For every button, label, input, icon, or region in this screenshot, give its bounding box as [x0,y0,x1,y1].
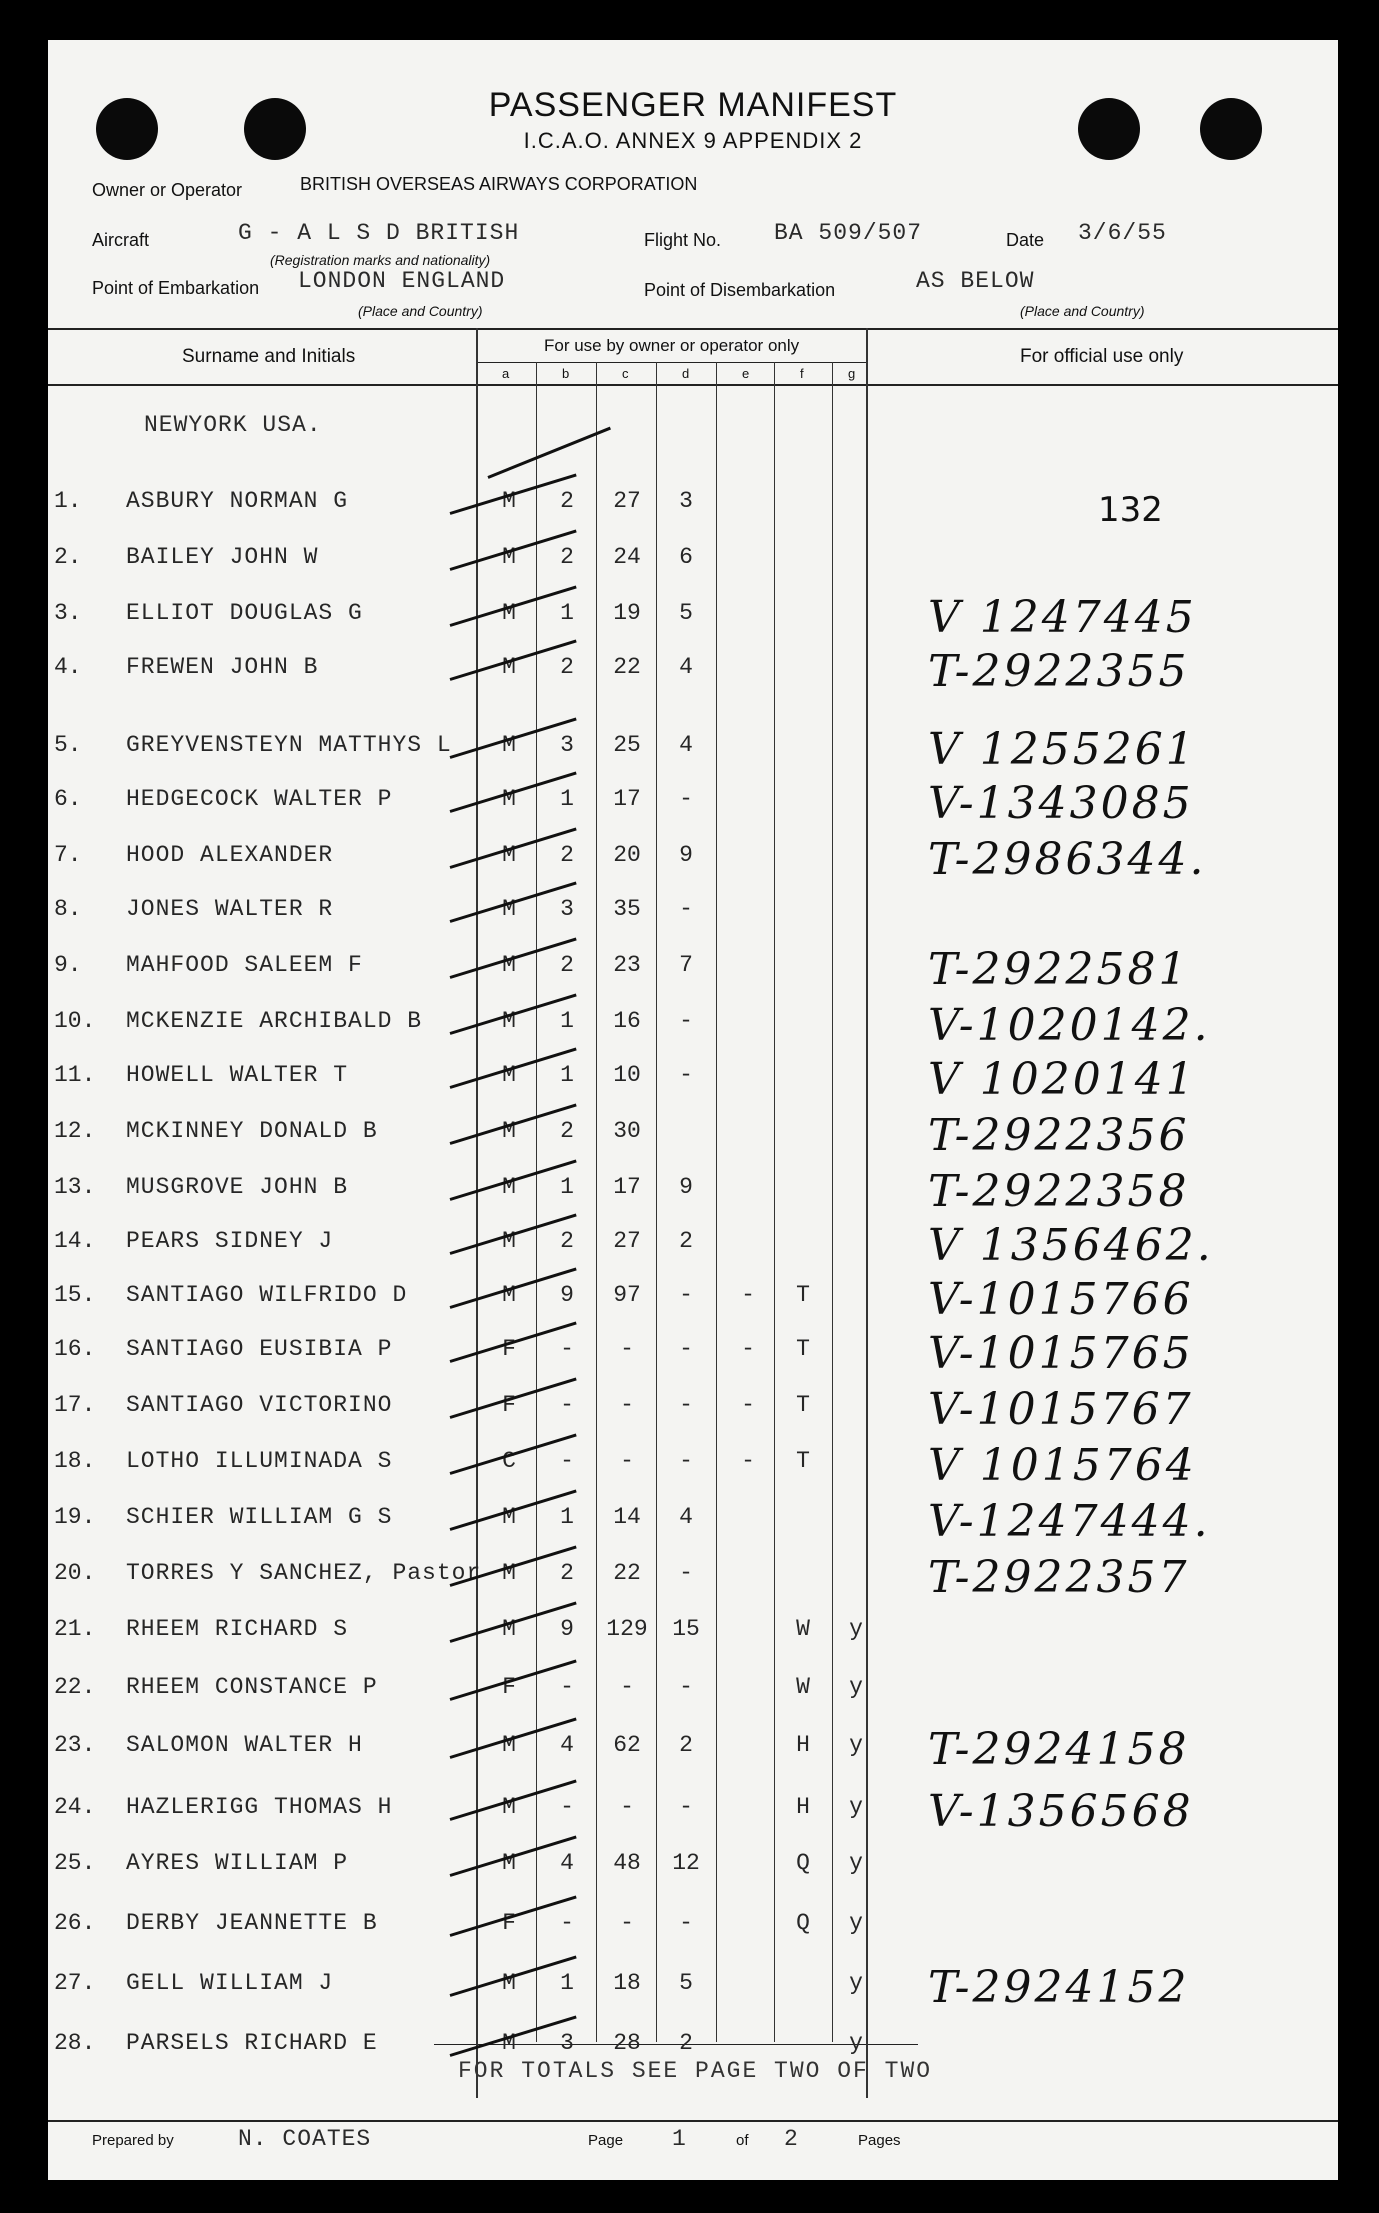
col-letter-e: e [742,366,750,381]
col-c-value: 24 [613,544,641,570]
disembarkation-label: Point of Disembarkation [644,280,836,300]
table-row [48,1328,1338,1379]
col-d-value: 4 [679,654,693,680]
registration-note: (Registration marks and nationality) [270,252,491,268]
table-row [48,1384,1338,1435]
col-c-value: 14 [613,1504,641,1530]
col-a-value: M [502,1008,516,1034]
col-a-value: M [502,1794,516,1820]
official-number: T-2924158 [928,1724,1190,1775]
official-number: V-1343085 [928,778,1194,829]
col-c-value: 25 [613,732,641,758]
official-number: T-2922581 [928,944,1190,995]
col-b-value: - [560,1794,574,1820]
table-row [48,1910,1338,1950]
row-number: 26. [54,1910,96,1936]
col-c-value: - [620,1674,634,1700]
col-d-value: 12 [672,1850,700,1876]
official-number: V-1356568 [928,1786,1194,1837]
col-a-value: M [502,786,516,812]
page-title: PASSENGER MANIFEST [488,86,898,124]
col-f-value: W [796,1616,810,1642]
prepared-by-label: Prepared by [92,2132,174,2149]
col-a-value: F [502,1336,516,1362]
passenger-name: RHEEM CONSTANCE P [126,1674,378,1700]
col-a-value: M [502,1118,516,1144]
col-d-value: 4 [679,732,693,758]
passenger-name: JONES WALTER R [126,896,334,922]
col-g-value: y [849,2030,863,2056]
official-number: T-2922357 [928,1552,1190,1603]
col-a-value: M [502,1970,516,1996]
row-number: 9. [54,952,82,978]
header-rule [48,328,1338,330]
aircraft-label: Aircraft [92,230,150,250]
col-d-value: - [679,1392,693,1418]
table-row [48,944,1338,995]
page-value: 1 [672,2126,687,2152]
col-d-value: - [679,1674,693,1700]
col-c-value: 23 [613,952,641,978]
col-c-value: 30 [613,1118,641,1144]
col-c-value: 17 [613,1174,641,1200]
footer-rule [48,2120,1338,2122]
row-number: 6. [54,786,82,812]
official-number: V 1015764 [928,1440,1197,1491]
table-row [48,646,1338,697]
row-number: 15. [54,1282,96,1308]
official-number: V 1247445 [928,592,1197,643]
official-number: V 1255261 [928,724,1197,775]
col-b-value: 2 [560,1560,574,1586]
row-number: 14. [54,1228,96,1254]
row-number: 10. [54,1008,96,1034]
col-g-value: y [849,1850,863,1876]
destination-label: NEWYORK USA. [144,412,322,438]
official-number: V 1020141 [928,1054,1197,1105]
col-c-value: 20 [613,842,641,868]
passenger-name: ASBURY NORMAN G [126,488,349,514]
col-c-value: - [620,1336,634,1362]
col-c-value: 22 [613,654,641,680]
col-f-value: H [796,1794,810,1820]
row-number: 2. [54,544,82,570]
date-label: Date [1006,230,1045,250]
destination-strike [487,427,611,479]
col-c-value: - [620,1448,634,1474]
official-column-header: For official use only [1020,346,1184,367]
col-b-value: 2 [560,1118,574,1144]
row-number: 3. [54,600,82,626]
col-a-value: M [502,1062,516,1088]
col-b-value: 1 [560,786,574,812]
row-number: 22. [54,1674,96,1700]
flight-label: Flight No. [644,230,722,250]
col-a-value: F [502,1392,516,1418]
row-number: 4. [54,654,82,680]
col-b-value: 2 [560,842,574,868]
row-number: 28. [54,2030,96,2056]
official-number: T-2924152 [928,1962,1190,2013]
official-number: V-1015765 [928,1328,1194,1379]
col-f-value: T [796,1336,810,1362]
row-number: 7. [54,842,82,868]
col-g-value: y [849,1732,863,1758]
passenger-name: MCKENZIE ARCHIBALD B [126,1008,423,1034]
row-number: 5. [54,732,82,758]
col-d-value: - [679,1336,693,1362]
disembarkation-note: (Place and Country) [1020,303,1145,319]
col-a-value: M [502,654,516,680]
official-number: V 1356462. [928,1220,1214,1271]
passenger-name: MCKINNEY DONALD B [126,1118,378,1144]
aircraft-value: G - A L S D BRITISH [238,220,520,246]
owner-value: BRITISH OVERSEAS AIRWAYS CORPORATION [300,174,698,194]
of-value: 2 [784,2126,799,2152]
totals-note: FOR TOTALS SEE PAGE TWO OF TWO [458,2058,933,2084]
col-f-value: W [796,1674,810,1700]
owner-label: Owner or Operator [92,180,243,200]
col-c-value: 97 [613,1282,641,1308]
official-number: V-1015767 [928,1384,1194,1435]
col-d-value: - [679,1448,693,1474]
col-b-value: - [560,1674,574,1700]
table-row [48,1440,1338,1491]
col-d-value: 2 [679,1732,693,1758]
row-number: 19. [54,1504,96,1530]
col-d-value: - [679,1794,693,1820]
col-d-value: - [679,786,693,812]
table-row [48,1166,1338,1217]
col-a-value: M [502,842,516,868]
table-row [48,1110,1338,1161]
col-a-value: M [502,488,516,514]
col-d-value: 3 [679,488,693,514]
passenger-name: SANTIAGO EUSIBIA P [126,1336,393,1362]
table-row [48,1220,1338,1271]
col-b-value: 1 [560,1970,574,1996]
passenger-name: DERBY JEANNETTE B [126,1910,378,1936]
col-c-value: - [620,1794,634,1820]
col-g-value: y [849,1616,863,1642]
col-a-value: M [502,1504,516,1530]
col-f-value: T [796,1282,810,1308]
passenger-name: TORRES Y SANCHEZ, Pastor [126,1560,482,1586]
col-b-value: 9 [560,1616,574,1642]
col-letter-g: g [848,366,856,381]
col-b-value: 1 [560,1062,574,1088]
table-row [48,1724,1338,1775]
official-number: T-2922355 [928,646,1190,697]
col-d-value: 5 [679,600,693,626]
passenger-count: 132 [1098,490,1163,530]
col-d-value: - [679,1282,693,1308]
official-number: T-2986344. [928,834,1207,885]
table-row [48,544,1338,584]
col-b-value: 1 [560,1174,574,1200]
col-a-value: M [502,952,516,978]
col-c-value: 28 [613,2030,641,2056]
col-a-value: C [502,1448,516,1474]
col-c-value: 35 [613,896,641,922]
col-f-value: Q [796,1850,810,1876]
col-b-value: 4 [560,1850,574,1876]
col-a-value: M [502,600,516,626]
row-number: 11. [54,1062,96,1088]
col-f-value: T [796,1448,810,1474]
col-b-value: 1 [560,1504,574,1530]
col-b-value: - [560,1336,574,1362]
col-b-value: 2 [560,1228,574,1254]
of-label: of [736,2132,749,2149]
passenger-name: HEDGECOCK WALTER P [126,786,393,812]
col-d-value: 9 [679,842,693,868]
row-number: 17. [54,1392,96,1418]
col-d-value: 7 [679,952,693,978]
embarkation-value: LONDON ENGLAND [298,268,506,294]
col-d-value: 15 [672,1616,700,1642]
col-f-value: H [796,1732,810,1758]
col-g-value: y [849,1794,863,1820]
col-letter-a: a [502,366,510,381]
passenger-name: AYRES WILLIAM P [126,1850,349,1876]
col-a-value: F [502,1910,516,1936]
passenger-name: BAILEY JOHN W [126,544,319,570]
official-number: V-1015766 [928,1274,1194,1325]
surname-column-header: Surname and Initials [182,346,356,367]
col-d-value: - [679,1008,693,1034]
row-number: 27. [54,1970,96,1996]
col-c-value: 10 [613,1062,641,1088]
col-b-value: 4 [560,1732,574,1758]
passenger-name: GELL WILLIAM J [126,1970,334,1996]
page-label: Page [588,2132,624,2149]
col-g-value: y [849,1970,863,1996]
table-row [48,1850,1338,1890]
passenger-name: SCHIER WILLIAM G S [126,1504,393,1530]
col-b-value: 9 [560,1282,574,1308]
passenger-name: PARSELS RICHARD E [126,2030,378,2056]
row-number: 23. [54,1732,96,1758]
col-b-value: 1 [560,600,574,626]
table-row [48,834,1338,885]
col-b-value: 3 [560,732,574,758]
col-b-value: 3 [560,2030,574,2056]
col-letter-b: b [562,366,570,381]
col-c-value: 18 [613,1970,641,1996]
col-letter-d: d [682,366,690,381]
col-f-value: T [796,1392,810,1418]
col-c-value: - [620,1392,634,1418]
passenger-name: RHEEM RICHARD S [126,1616,349,1642]
col-letter-f: f [800,366,804,381]
col-e-value: - [741,1448,755,1474]
passenger-name: GREYVENSTEYN MATTHYS L [126,732,452,758]
date-value: 3/6/55 [1078,220,1167,246]
col-c-value: 19 [613,600,641,626]
row-number: 20. [54,1560,96,1586]
col-b-value: - [560,1910,574,1936]
col-d-value: 2 [679,1228,693,1254]
col-letter-c: c [622,366,629,381]
table-row [48,1274,1338,1325]
prepared-by-value: N. COATES [238,2126,372,2152]
table-row [48,1000,1338,1051]
col-b-value: - [560,1448,574,1474]
passenger-name: MUSGROVE JOHN B [126,1174,349,1200]
col-d-value: - [679,1062,693,1088]
passenger-name: HAZLERIGG THOMAS H [126,1794,393,1820]
col-c-value: - [620,1910,634,1936]
pages-label: Pages [858,2132,901,2149]
embarkation-label: Point of Embarkation [92,278,260,298]
row-number: 1. [54,488,82,514]
col-e-value: - [741,1392,755,1418]
col-c-value: 27 [613,488,641,514]
col-a-value: M [502,1228,516,1254]
official-number: V-1247444. [928,1496,1211,1547]
official-number: T-2922356 [928,1110,1190,1161]
col-a-value: M [502,1850,516,1876]
col-d-value: 6 [679,544,693,570]
row-number: 12. [54,1118,96,1144]
col-c-value: 48 [613,1850,641,1876]
passenger-name: SANTIAGO VICTORINO [126,1392,393,1418]
table-row [48,488,1338,528]
manifest-sheet [48,40,1338,2180]
operator-column-header: For use by owner or operator only [544,336,800,355]
col-a-value: M [502,1616,516,1642]
col-g-value: y [849,1674,863,1700]
passenger-name: PEARS SIDNEY J [126,1228,334,1254]
col-a-value: F [502,1674,516,1700]
table-row [48,1616,1338,1656]
col-a-value: M [502,732,516,758]
col-b-value: 2 [560,654,574,680]
col-d-value: - [679,896,693,922]
col-a-value: M [502,1174,516,1200]
row-number: 16. [54,1336,96,1362]
col-f-value: Q [796,1910,810,1936]
row-number: 24. [54,1794,96,1820]
flight-value: BA 509/507 [774,220,923,246]
col-d-value: 2 [679,2030,693,2056]
table-row [48,1054,1338,1105]
table-row [48,896,1338,936]
col-b-value: 3 [560,896,574,922]
col-g-value: y [849,1910,863,1936]
col-a-value: M [502,1560,516,1586]
col-a-value: M [502,2030,516,2056]
table-row [48,1674,1338,1714]
row-number: 13. [54,1174,96,1200]
col-c-value: 27 [613,1228,641,1254]
table-row [48,724,1338,775]
page-subtitle: I.C.A.O. ANNEX 9 APPENDIX 2 [523,128,863,153]
passenger-name: HOWELL WALTER T [126,1062,349,1088]
col-b-value: 2 [560,488,574,514]
disembarkation-value: AS BELOW [916,268,1035,294]
col-d-value: - [679,1560,693,1586]
passenger-name: SANTIAGO WILFRIDO D [126,1282,408,1308]
passenger-name: MAHFOOD SALEEM F [126,952,363,978]
col-c-value: 62 [613,1732,641,1758]
col-a-value: M [502,1282,516,1308]
col-a-value: M [502,544,516,570]
col-d-value: - [679,1910,693,1936]
table-row [48,1962,1338,2013]
col-c-value: 129 [606,1616,648,1642]
passenger-name: ELLIOT DOUGLAS G [126,600,363,626]
table-row [48,1552,1338,1603]
passenger-name: LOTHO ILLUMINADA S [126,1448,393,1474]
row-number: 18. [54,1448,96,1474]
col-b-value: - [560,1392,574,1418]
col-e-value: - [741,1336,755,1362]
col-b-value: 1 [560,1008,574,1034]
col-d-value: 4 [679,1504,693,1530]
official-number: T-2922358 [928,1166,1190,1217]
col-a-value: M [502,896,516,922]
table-row [48,1496,1338,1547]
col-c-value: 17 [613,786,641,812]
col-d-value: 9 [679,1174,693,1200]
table-row [48,778,1338,829]
passenger-name: FREWEN JOHN B [126,654,319,680]
row-number: 21. [54,1616,96,1642]
col-c-value: 22 [613,1560,641,1586]
passenger-name: HOOD ALEXANDER [126,842,334,868]
table-row [48,1786,1338,1837]
official-number: V-1020142. [928,1000,1211,1051]
embarkation-note: (Place and Country) [358,303,483,319]
row-number: 25. [54,1850,96,1876]
passenger-name: SALOMON WALTER H [126,1732,363,1758]
column-header-rule [48,384,1338,386]
table-row [48,592,1338,643]
row-number: 8. [54,896,82,922]
col-b-value: 2 [560,952,574,978]
col-d-value: 5 [679,1970,693,1996]
col-b-value: 2 [560,544,574,570]
col-a-value: M [502,1732,516,1758]
col-e-value: - [741,1282,755,1308]
col-c-value: 16 [613,1008,641,1034]
